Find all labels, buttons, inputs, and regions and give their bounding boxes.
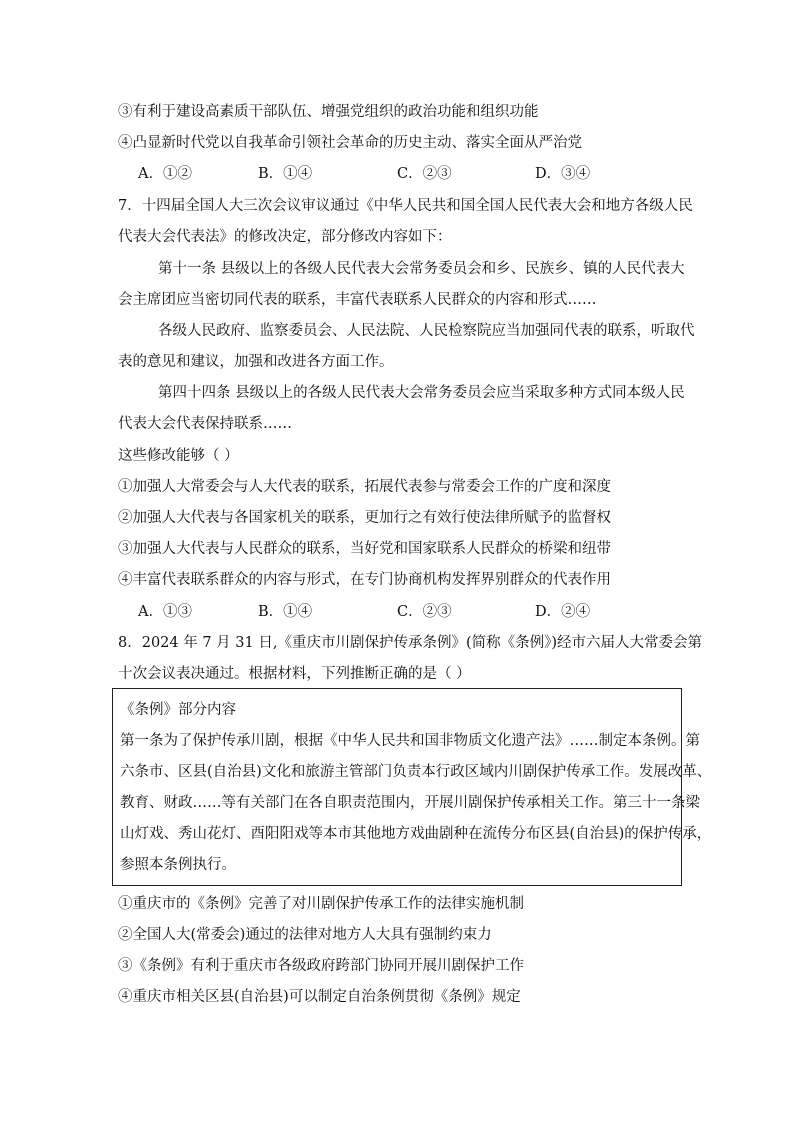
q8-stem-line-2: 十次会议表决通过。根据材料，下列推断正确的是（ ） [118, 666, 471, 682]
q7-para3-line-2: 代表大会代表保持联系…… [118, 416, 292, 432]
box-line: 第一条为了保护传承川剧，根据《中华人民共和国非物质文化遗产法》……制定本条例。第 [120, 733, 700, 749]
box-line: 参照本条例执行。 [120, 857, 236, 873]
box-line: 六条市、区县(自治县)文化和旅游主管部门负责本行政区域内川剧保护传承工作。发展改革、 [120, 764, 712, 780]
q6-option-b[interactable]: B．①④ [258, 166, 313, 182]
q7-stem-line-2: 代表大会代表法》的修改决定，部分修改内容如下： [118, 229, 452, 245]
q7-item-2: ②加强人大代表与各国家机关的联系，更加行之有效行使法律所赋予的监督权 [118, 510, 611, 526]
q8-item-4: ④重庆市相关区县(自治县)可以制定自治条例贯彻《条例》规定 [118, 989, 521, 1005]
q6-option-a[interactable]: A．①② [138, 166, 192, 182]
q6-item-4: ④凸显新时代党以自我革命引领社会革命的历史主动、落实全面从严治党 [118, 135, 582, 151]
q7-item-3: ③加强人大代表与人民群众的联系，当好党和国家联系人民群众的桥梁和纽带 [118, 541, 611, 557]
box-heading: 《条例》部分内容 [120, 702, 236, 718]
q7-question: 这些修改能够（ ） [118, 448, 239, 464]
q7-para3-line-1: 第四十四条 县级以上的各级人民代表大会常务委员会应当采取多种方式同本级人民 [158, 385, 685, 401]
q6-option-c[interactable]: C．②③ [397, 166, 452, 182]
q7-para2-line-1: 各级人民政府、监察委员会、人民法院、人民检察院应当加强同代表的联系，听取代 [158, 323, 695, 339]
box-line: 教育、财政……等有关部门在各自职责范围内，开展川剧保护传承相关工作。第三十一条梁 [120, 795, 700, 811]
box-line: 山灯戏、秀山花灯、酉阳阳戏等本市其他地方戏曲剧种在流传分布区县(自治县)的保护传承， [120, 826, 712, 842]
q6-item-3: ③有利于建设高素质干部队伍、增强党组织的政治功能和组织功能 [118, 104, 539, 120]
q7-para1-line-1: 第十一条 县级以上的各级人民代表大会常务委员会和乡、民族乡、镇的人民代表大 [158, 261, 685, 277]
q8-stem-line-1: 8．2024 年 7 月 31 日,《重庆市川剧保护传承条例》(简称《条例》)经市六届人大常委会第 [118, 635, 703, 651]
q7-para1-line-2: 会主席团应当密切同代表的联系，丰富代表联系人民群众的内容和形式…… [118, 292, 597, 308]
q7-option-b[interactable]: B．①④ [258, 604, 313, 620]
q7-para2-line-2: 表的意见和建议，加强和改进各方面工作。 [118, 354, 394, 370]
q8-material-box [112, 688, 712, 886]
q8-item-3: ③《条例》有利于重庆市各级政府跨部门协同开展川剧保护工作 [118, 958, 524, 974]
q7-item-4: ④丰富代表联系群众的内容与形式，在专门协商机构发挥界别群众的代表作用 [118, 572, 611, 588]
q6-option-d[interactable]: D．③④ [535, 166, 591, 182]
q7-option-d[interactable]: D．②④ [535, 604, 591, 620]
q8-item-1: ①重庆市的《条例》完善了对川剧保护传承工作的法律实施机制 [118, 896, 524, 912]
q8-item-2: ②全国人大(常委会)通过的法律对地方人大具有强制约束力 [118, 927, 492, 943]
q7-stem-line-1: 7．十四届全国人大三次会议审议通过《中华人民共和国全国人民代表大会和地方各级人民 [118, 198, 693, 214]
q7-option-c[interactable]: C．②③ [397, 604, 452, 620]
q7-option-a[interactable]: A．①③ [138, 604, 192, 620]
q7-item-1: ①加强人大常委会与人大代表的联系，拓展代表参与常委会工作的广度和深度 [118, 479, 611, 495]
